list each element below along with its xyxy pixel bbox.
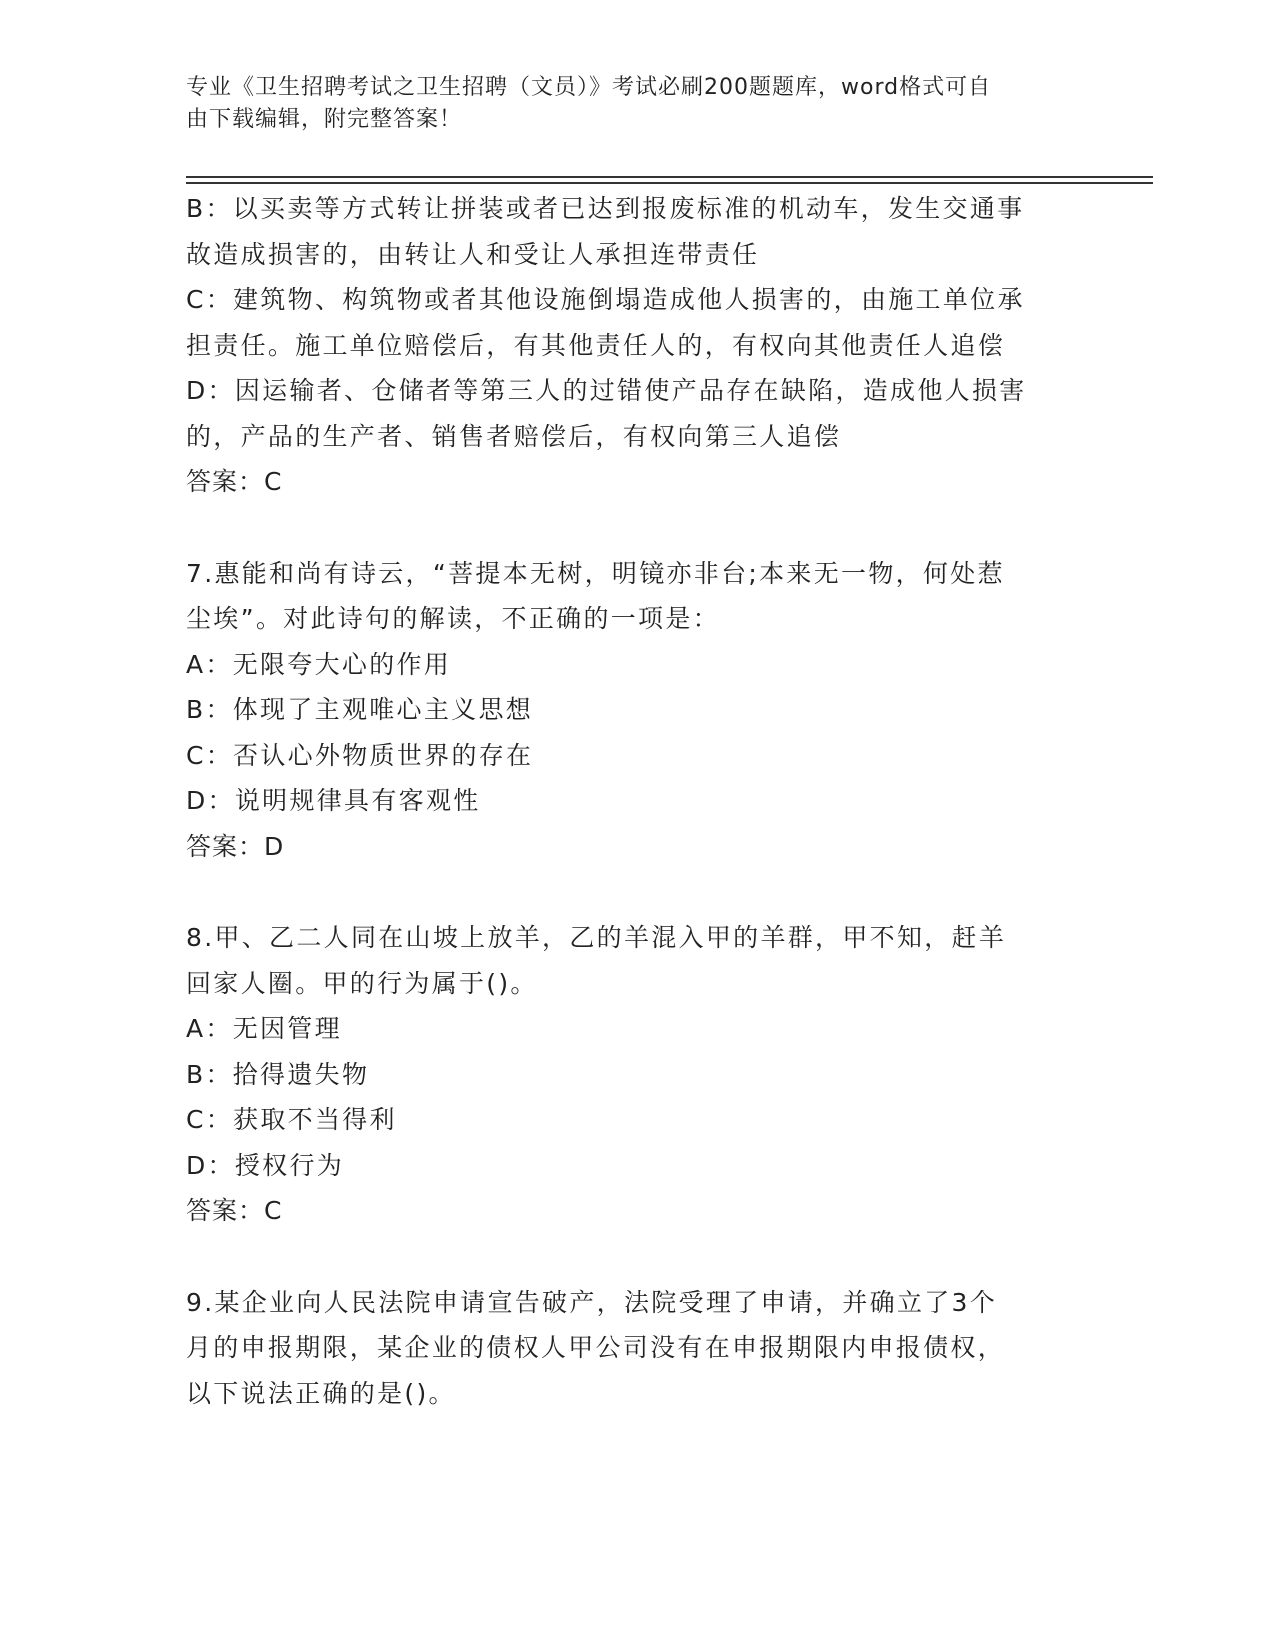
header-divider-top — [186, 176, 1153, 178]
document-body — [186, 186, 1086, 1416]
option-a: A：无因管理 — [186, 1014, 342, 1043]
question-8 — [186, 915, 1086, 1234]
header-line-2: 由下载编辑，附完整答案！ — [186, 107, 463, 132]
option-b-line-1: B：以买卖等方式转让拼装或者已达到报废标准的机动车，发生交通事 — [186, 194, 1025, 223]
question-text-line-2: 回家人圈。甲的行为属于()。 — [186, 968, 538, 998]
option-b: B：拾得遗失物 — [186, 1059, 370, 1089]
option-c-line-2: 担责任。施工单位赔偿后，有其他责任人的，有权向其他责任人追偿 — [186, 330, 1006, 360]
option-c: C：获取不当得利 — [186, 1105, 397, 1134]
answer-line: 答案：D — [186, 831, 285, 861]
question-text-line-1: 9.某企业向人民法院申请宣告破产，法院受理了申请，并确立了3个 — [186, 1287, 998, 1317]
question-7 — [186, 551, 1086, 870]
header-line-1: 专业《卫生招聘考试之卫生招聘（文员）》考试必刷200题题库，word格式可自 — [186, 75, 992, 100]
option-a: A：无限夸大心的作用 — [186, 649, 452, 679]
option-d: D：说明规律具有客观性 — [186, 786, 481, 815]
option-c-line-1: C：建筑物、构筑物或者其他设施倒塌造成他人损害的，由施工单位承 — [186, 285, 1025, 314]
option-b: B：体现了主观唯心主义思想 — [186, 695, 534, 724]
question-text-line-3: 以下说法正确的是()。 — [186, 1378, 456, 1408]
question-text-line-2: 月的申报期限，某企业的债权人甲公司没有在申报期限内申报债权， — [186, 1333, 1006, 1362]
option-d-line-1: D：因运输者、仓储者等第三人的过错使产品存在缺陷，造成他人损害 — [186, 376, 1027, 405]
question-text-line-2: 尘埃”。对此诗句的解读，不正确的一项是： — [186, 604, 720, 633]
option-b-line-2: 故造成损害的，由转让人和受让人承担连带责任 — [186, 239, 760, 269]
question-6-continuation — [186, 186, 1086, 505]
document-header — [186, 72, 1066, 136]
answer-line: 答案：C — [186, 467, 283, 496]
question-text-line-1: 7.惠能和尚有诗云，“菩提本无树，明镜亦非台;本来无一物，何处惹 — [186, 558, 1005, 588]
question-text-line-1: 8.甲、乙二人同在山坡上放羊，乙的羊混入甲的羊群，甲不知，赶羊 — [186, 923, 1007, 952]
option-d-line-2: 的，产品的生产者、销售者赔偿后，有权向第三人追偿 — [186, 421, 842, 451]
header-divider-bottom — [186, 182, 1153, 184]
option-c: C：否认心外物质世界的存在 — [186, 740, 534, 770]
question-9 — [186, 1280, 1086, 1417]
answer-line: 答案：C — [186, 1196, 283, 1225]
option-d: D：授权行为 — [186, 1150, 345, 1180]
